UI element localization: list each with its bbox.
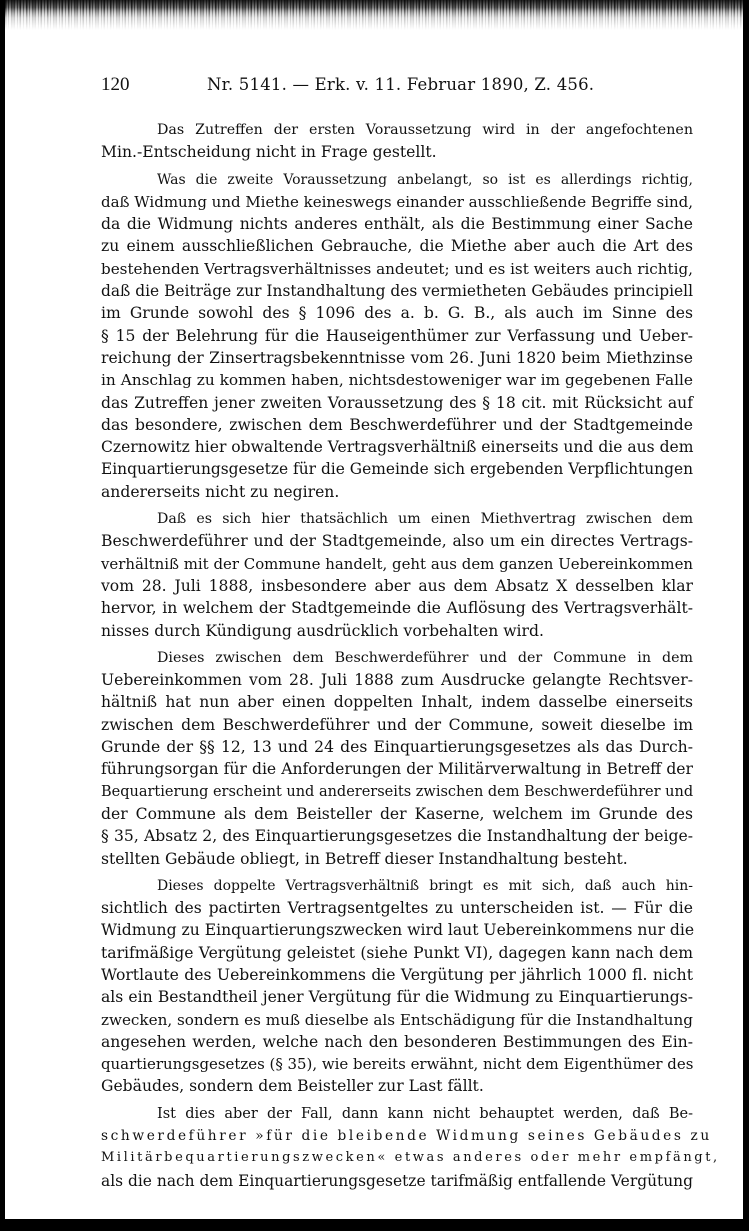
text-line: andererseits nicht zu negiren. xyxy=(101,482,340,501)
text-line: der Commune als dem Beisteller der Kaserne, welchem im Grunde des xyxy=(101,804,693,823)
text-line: reichung der Zinsertragsbekenntnisse vom 26. Juni 1820 beim Miethzinse xyxy=(101,348,693,367)
paragraph xyxy=(101,875,693,1098)
text-line-spaced: schwerdeführer »für die bleibende Widmung seines Gebäudes zu xyxy=(101,1128,712,1145)
text-line: führungsorgan für die Anforderungen der Militärverwaltung in Betreff der xyxy=(101,760,693,779)
running-head-title: Nr. 5141. — Erk. v. 11. Februar 1890, Z. 456. xyxy=(207,75,595,94)
text-line: Beschwerdeführer und der Stadtgemeinde, also um ein directes Vertrags- xyxy=(101,532,693,551)
text-line: das Zutreffen jener zweiten Voraussetzung des § 18 cit. mit Rücksicht auf xyxy=(101,393,693,412)
text-line: vom 28. Juli 1888, insbesondere aber aus dem Absatz X desselben klar xyxy=(101,576,693,595)
scanned-page xyxy=(5,0,743,1219)
text-line: verhältniß mit der Commune handelt, geht aus dem ganzen Uebereinkommen xyxy=(101,554,693,573)
text-line: hervor, in welchem der Stadtgemeinde die Auflösung des Vertragsverhält- xyxy=(101,599,693,618)
text-line: § 15 der Belehrung für die Hauseigenthümer zur Verfassung und Ueber- xyxy=(101,326,693,345)
text-line: sichtlich des pactirten Vertragsentgeltes zu unterscheiden ist. — Für die xyxy=(101,899,693,918)
running-head xyxy=(101,74,693,100)
text-line: in Anschlag zu kommen haben, nichtsdestoweniger war im gegebenen Falle xyxy=(101,371,693,390)
paragraph xyxy=(101,508,693,642)
text-line: Czernowitz hier obwaltende Vertragsverhältniß einerseits und die aus dem xyxy=(101,438,694,457)
text-line: Dieses zwischen dem Beschwerdeführer und der Commune in dem xyxy=(157,649,693,666)
text-line: das besondere, zwischen dem Beschwerdeführer und der Stadtgemeinde xyxy=(101,415,693,434)
text-line: da die Widmung nichts anderes enthält, als die Bestimmung einer Sache xyxy=(101,215,693,234)
text-line: Bequartierung erscheint und andererseits zwischen dem Beschwerdeführer und xyxy=(101,783,694,800)
text-line: daß die Beiträge zur Instandhaltung des vermietheten Gebäudes principiell xyxy=(101,282,693,301)
paragraph xyxy=(101,169,693,503)
paragraph xyxy=(101,119,693,164)
page-body xyxy=(101,74,720,1197)
text-line: daß Widmung und Miethe keineswegs einander ausschließende Begriffe sind, xyxy=(101,192,694,211)
text-line: Grunde der §§ 12, 13 und 24 des Einquartierungsgesetzes als das Durch- xyxy=(101,738,693,757)
text-line: Was die zweite Voraussetzung anbelangt, so ist es allerdings richtig, xyxy=(157,171,693,188)
text-line-spaced: Militärbequartierungszwecken« etwas anderes oder mehr empfängt, xyxy=(101,1150,720,1166)
text-line: stellten Gebäude obliegt, in Betreff dieser Instandhaltung besteht. xyxy=(101,849,628,868)
paragraphs xyxy=(101,119,720,1192)
text-line: Ist dies aber der Fall, dann kann nicht behauptet werden, daß Be- xyxy=(157,1105,693,1122)
text-line: als ein Bestandtheil jener Vergütung für die Widmung zu Einquartierungs- xyxy=(101,988,693,1007)
text-line: nisses durch Kündigung ausdrücklich vorbehalten wird. xyxy=(101,621,544,640)
text-line: im Grunde sowohl des § 1096 des a. b. G. B., als auch im Sinne des xyxy=(101,304,693,323)
paragraph xyxy=(101,647,693,870)
text-line: zwischen dem Beschwerdeführer und der Commune, soweit dieselbe im xyxy=(101,715,693,734)
text-line: als die nach dem Einquartierungsgesetze tarifmäßig entfallende Vergütung xyxy=(101,1171,693,1190)
text-line: hältniß hat nun aber einen doppelten Inhalt, indem dasselbe einerseits xyxy=(101,693,693,712)
text-line: Min.-Entscheidung nicht in Frage gestellt. xyxy=(101,143,437,162)
text-line: Das Zutreffen der ersten Voraussetzung wird in der angefochtenen xyxy=(157,122,693,138)
text-line: quartierungsgesetzes (§ 35), wie bereits erwähnt, nicht dem Eigenthümer des xyxy=(101,1055,694,1074)
text-line: Dieses doppelte Vertragsverhältniß bringt es mit sich, daß auch hin- xyxy=(157,877,693,894)
text-line: Wortlaute des Uebereinkommens die Vergütung per jährlich 1000 fl. nicht xyxy=(101,965,693,984)
text-line: zwecken, sondern es muß dieselbe als Entschädigung für die Instandhaltung xyxy=(101,1010,693,1029)
text-line: Einquartierungsgesetze für die Gemeinde sich ergebenden Verpflichtungen xyxy=(101,460,693,479)
scan-edge-noise xyxy=(5,0,743,30)
text-line: Daß es sich hier thatsächlich um einen Miethvertrag zwischen dem xyxy=(157,511,693,528)
text-line: Gebäudes, sondern dem Beisteller zur Last fällt. xyxy=(101,1077,484,1096)
paragraph xyxy=(101,1103,720,1192)
text-line: § 35, Absatz 2, des Einquartierungsgesetzes die Instandhaltung der beige- xyxy=(101,827,693,846)
text-line: Uebereinkommen vom 28. Juli 1888 zum Ausdrucke gelangte Rechtsver- xyxy=(101,671,693,690)
text-line: bestehenden Vertragsverhältnisses andeutet; und es ist weiters auch richtig, xyxy=(101,259,693,278)
text-line: angesehen werden, welche nach den besonderen Bestimmungen des Ein- xyxy=(101,1032,693,1051)
text-line: Widmung zu Einquartierungszwecken wird laut Uebereinkommens nur die xyxy=(101,921,695,940)
text-line: zu einem ausschließlichen Gebrauche, die Miethe aber auch die Art des xyxy=(101,237,693,256)
text-line: tarifmäßige Vergütung geleistet (siehe Punkt VI), dagegen kann nach dem xyxy=(101,943,693,962)
page-number: 120 xyxy=(101,74,130,95)
